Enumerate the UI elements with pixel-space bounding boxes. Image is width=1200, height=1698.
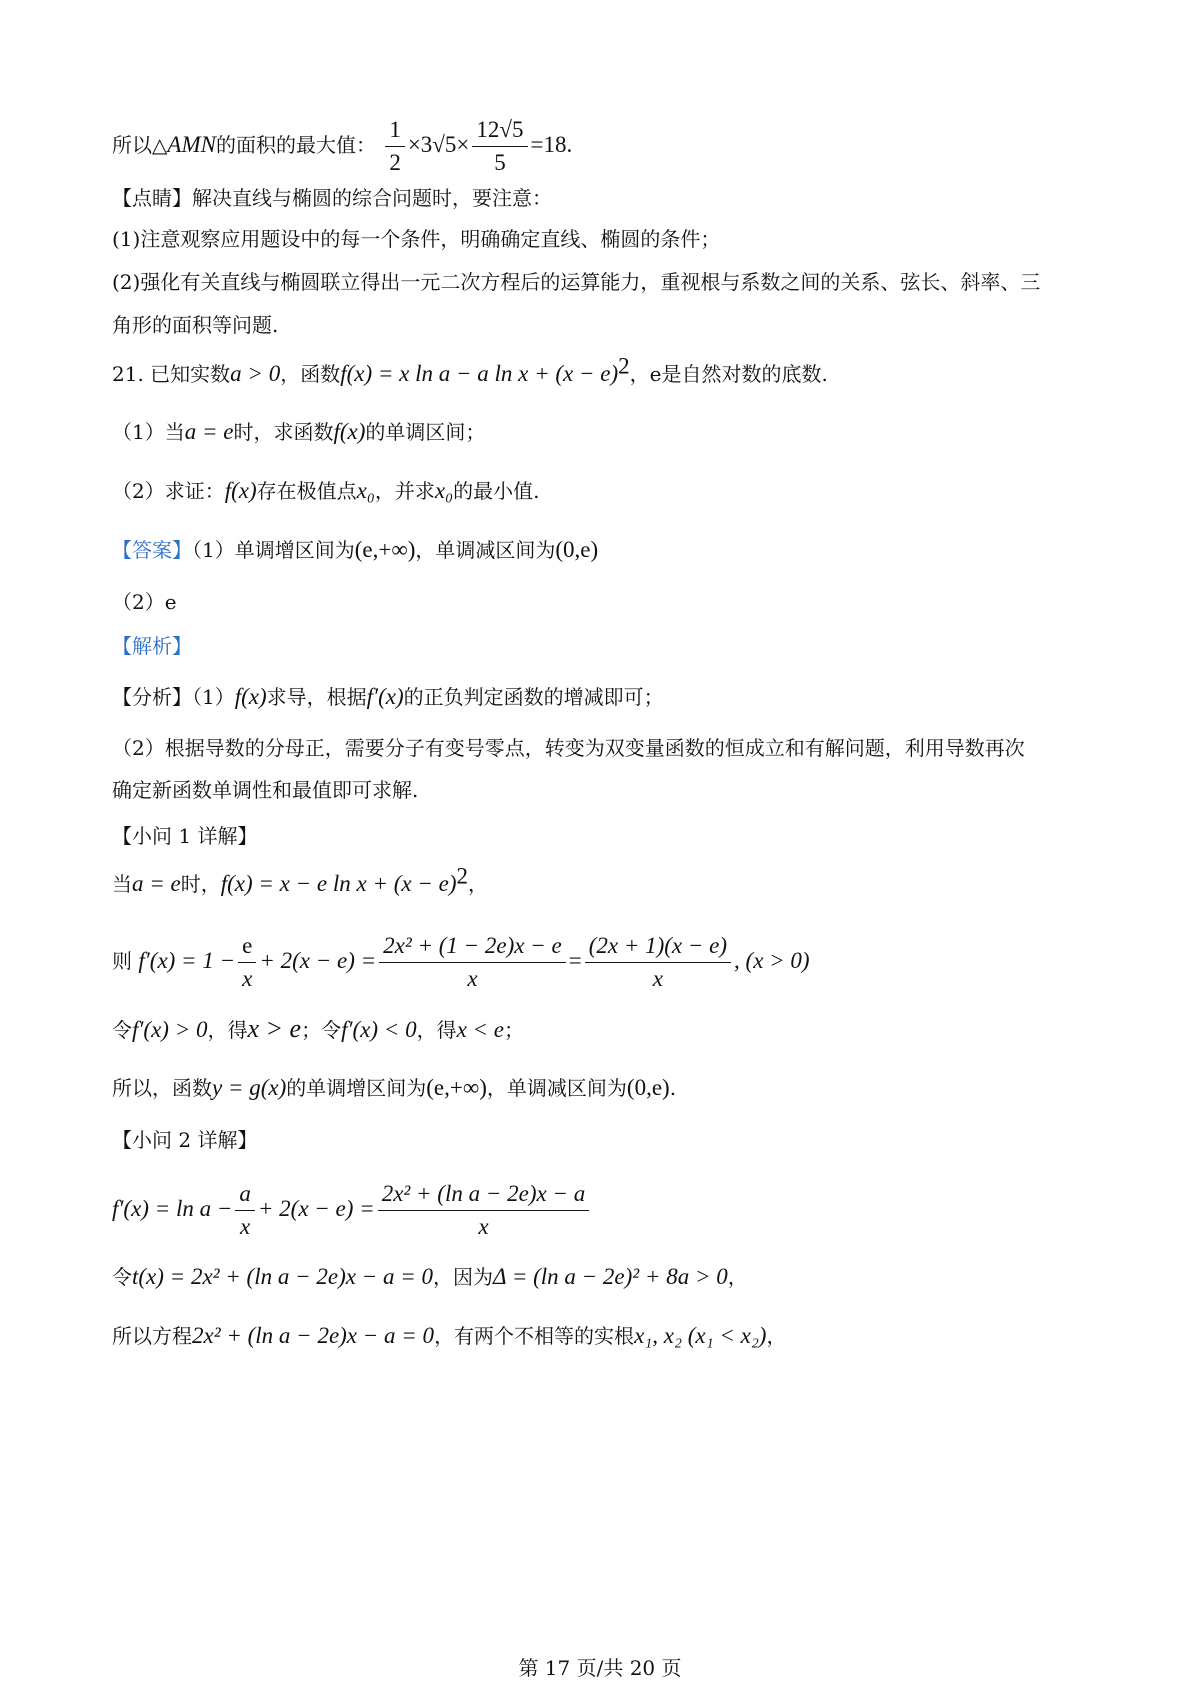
fraction: $\frac{\text{2x² + (1 − 2e)x − e}}{x}$: [379, 932, 566, 993]
tip-title: 【点睛】解决直线与椭圆的综合问题时，要注意：: [112, 186, 552, 210]
math: f′(x): [366, 684, 404, 709]
analysis-label: 【解析】: [112, 634, 192, 658]
math: a > 0: [230, 361, 281, 386]
math: a = e: [184, 419, 234, 444]
math: f(x) = x − e ln x + (x − e): [220, 871, 457, 896]
text: ，函数: [280, 362, 341, 386]
text: 21. 已知实数: [112, 362, 231, 386]
math: 2x² + (ln a − 2e)x − a = 0: [192, 1323, 435, 1348]
math: (e,+∞): [354, 537, 416, 562]
text: 所以方程: [112, 1324, 192, 1348]
math: (0,e): [626, 1075, 670, 1100]
math: x₀: [434, 478, 454, 503]
text: ，有两个不相等的实根: [434, 1324, 635, 1348]
roots-line: [112, 1322, 786, 1350]
tip-item-2-cont: 角形的面积等问题.: [112, 313, 279, 337]
text: ，得: [207, 1018, 248, 1042]
text: 的单调区间；: [365, 420, 486, 444]
math: t(x) = 2x² + (ln a − 2e)x − a = 0: [132, 1264, 433, 1289]
fraction: $\frac{12√5}{5}$: [472, 116, 527, 177]
text: （2）求证：: [112, 479, 225, 503]
derivative-2: [112, 1180, 592, 1241]
text: 令: [112, 1018, 132, 1042]
math: f′(x) = ln a −: [112, 1196, 233, 1221]
text: 所以△: [112, 133, 168, 157]
analysis-2: （2）根据导数的分母正，需要分子有变号零点，转变为双变量函数的恒成立和有解问题，利用导数再次: [112, 736, 1025, 760]
text: 所以，函数: [112, 1076, 212, 1100]
text: 时，: [180, 872, 221, 896]
sub1-conclusion: [112, 1074, 676, 1102]
text: 的单调增区间为: [286, 1076, 427, 1100]
analysis-1: [112, 683, 664, 711]
math: Δ = (ln a − 2e)² + 8a > 0: [493, 1264, 728, 1289]
sub-question-2: [112, 477, 539, 505]
text: 求导，根据: [266, 685, 367, 709]
text: .: [669, 1076, 677, 1100]
text: ，得: [416, 1018, 457, 1042]
math: y = g(x): [212, 1075, 287, 1100]
text: ，单调减区间为: [486, 1076, 627, 1100]
area-max-line: [112, 116, 572, 177]
math: + 2(x − e) =: [257, 1196, 375, 1221]
math: ×3√5×: [407, 132, 470, 157]
tip-item-2: (2)强化有关直线与椭圆联立得出一元二次方程后的运算能力，重视根与系数之间的关系、弦长、斜率、三: [112, 270, 1041, 294]
math: f(x): [234, 684, 267, 709]
math: , (x > 0): [734, 948, 810, 973]
text: 存在极值点: [256, 479, 357, 503]
fraction-half: $\frac{1}{2}$: [385, 116, 405, 177]
subsection-2-title: 【小问 2 详解】: [112, 1128, 258, 1152]
math: AMN: [167, 132, 216, 157]
text: 的正负判定函数的增减即可；: [403, 685, 664, 709]
text: （1）单调增区间为: [192, 538, 355, 562]
text: ，单调减区间为: [415, 538, 556, 562]
discriminant-line: [112, 1263, 748, 1291]
question-21: 21. 已知实数a > 0，函数f(x) = x ln a − a $\ln x + (x - e)^2$，e是自然对数的底数.: [112, 353, 828, 386]
math: =18.: [530, 132, 573, 157]
text: 当: [112, 872, 132, 896]
text: ，e是自然对数的底数.: [629, 362, 828, 386]
tip-item-1: (1)注意观察应用题设中的每一个条件，明确确定直线、椭圆的条件；: [112, 227, 721, 251]
text: 则: [112, 949, 132, 973]
math: x > e: [247, 1014, 302, 1043]
text: ；令: [301, 1018, 342, 1042]
fraction: $\frac{(2x + 1)(x - e)}{x}$: [585, 932, 731, 993]
text: ，: [467, 872, 488, 896]
derivative-1: [112, 932, 810, 993]
fraction: $\frac{e}{x}$: [238, 932, 256, 993]
math: a = e: [132, 871, 181, 896]
text: 【分析】（1）: [112, 685, 235, 709]
text: 时，求函数: [233, 420, 334, 444]
math: (0,e): [555, 537, 599, 562]
math: x₁, x₂ (x₁ < x₂): [634, 1323, 767, 1348]
text: ，: [727, 1265, 748, 1289]
fraction: $\frac{\text{2x² + (ln a − 2e)x − a}}{x}$: [378, 1180, 590, 1241]
math: f′(x) < 0: [341, 1017, 417, 1042]
text: ；: [504, 1018, 524, 1042]
text: ，: [766, 1324, 787, 1348]
answer-label: 【答案】: [112, 538, 192, 562]
text: 的面积的最大值：: [215, 133, 376, 157]
text: 令: [112, 1265, 132, 1289]
text: ，因为: [433, 1265, 493, 1289]
math: + 2(x − e) =: [259, 948, 377, 973]
text: （1）当: [112, 420, 185, 444]
math: f′(x) = 1 −: [138, 948, 236, 973]
math: f(x): [333, 419, 366, 444]
text: ，并求: [374, 479, 435, 503]
subsection-1-title: 【小问 1 详解】: [112, 824, 258, 848]
sub-question-1: [112, 418, 485, 446]
sub1-condition: 当a = e时，f(x) = x − e $\ln x + (x - e)^2$，: [112, 863, 488, 896]
math: =: [568, 948, 582, 973]
math: x < e: [456, 1017, 504, 1042]
math: x₀: [356, 478, 375, 503]
page-footer: 第 17 页/共 20 页: [518, 1656, 682, 1680]
math: f(x) = x ln a − a ln x + (x − e): [340, 361, 619, 386]
answer-2: （2）e: [112, 590, 177, 614]
fraction: $\frac{a}{x}$: [235, 1180, 255, 1241]
math: (e,+∞): [426, 1075, 487, 1100]
answer-1: [112, 536, 598, 564]
math: f(x): [224, 478, 257, 503]
sign-analysis: [112, 1015, 524, 1044]
text: 的最小值.: [453, 479, 540, 503]
math: f′(x) > 0: [132, 1017, 208, 1042]
analysis-2-cont: 确定新函数单调性和最值即可求解.: [112, 778, 419, 802]
